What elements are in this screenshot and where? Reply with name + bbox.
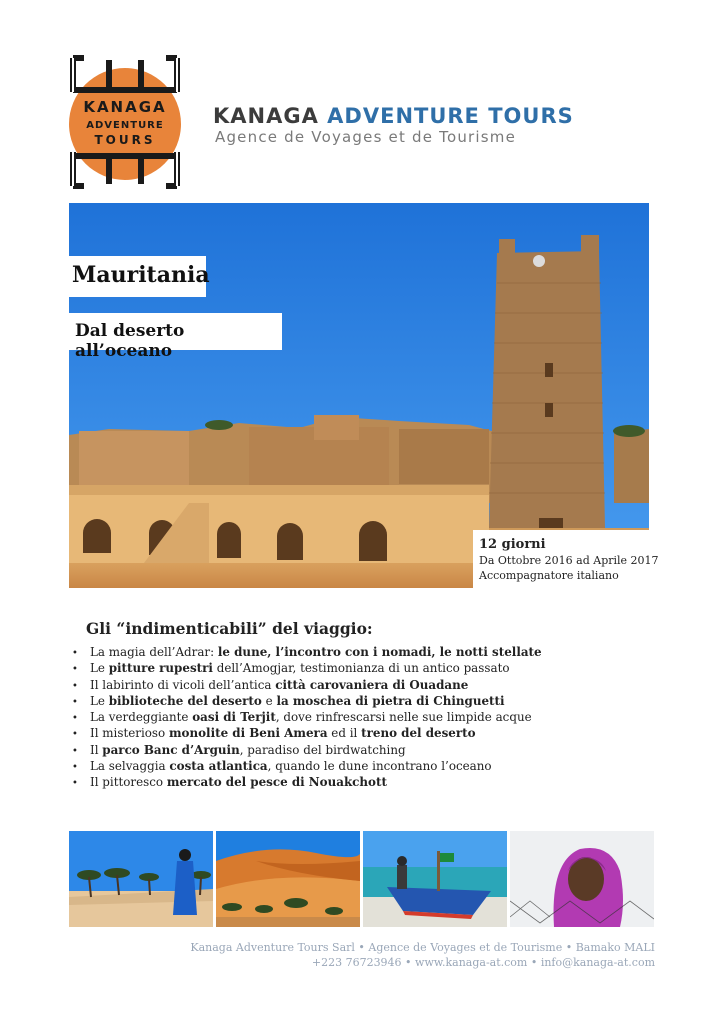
trip-title: Mauritania xyxy=(72,262,210,288)
highlight-text: La magia dell’Adrar: xyxy=(90,645,218,659)
highlights-heading: Gli “indimenticabili” del viaggio: xyxy=(86,619,373,638)
logo-text-3: TOURS xyxy=(94,133,156,147)
trip-subtitle: Dal deserto all’oceano xyxy=(75,321,185,361)
highlight-text: e xyxy=(261,693,277,708)
footer-contact: +223 76723946 • www.kanaga-at.com • info@kanaga-at.com xyxy=(311,956,655,969)
highlight-text: La verdeggiante xyxy=(90,710,193,725)
highlight-text: ed il xyxy=(327,726,362,741)
photo-sand-dunes xyxy=(216,831,360,927)
trip-info-box xyxy=(473,530,659,602)
footer-company: Kanaga Adventure Tours Sarl • Agence de Voyages et de Tourisme • Bamako MALI xyxy=(190,941,655,954)
highlight-item xyxy=(72,774,542,790)
bullet-icon: • xyxy=(72,680,78,692)
brand-title xyxy=(213,104,574,128)
bullet-icon: • xyxy=(72,696,78,708)
photo-fishing-boat xyxy=(363,831,507,927)
trip-guide: Accompagnatore italiano xyxy=(479,569,619,582)
photo-desert-nomad xyxy=(69,831,213,927)
highlight-emphasis: parco Banc d’Arguin xyxy=(102,742,240,757)
trip-duration: 12 giorni xyxy=(479,537,546,552)
company-logo xyxy=(64,52,186,192)
photo-mauritanian-woman xyxy=(510,831,654,927)
brand-tagline: Agence de Voyages et de Tourisme xyxy=(215,128,517,146)
highlight-text: dell’Amogjar, testimonianza di un antico passato xyxy=(212,661,510,676)
highlight-text: , quando le dune incontrano l’oceano xyxy=(267,759,492,774)
highlight-emphasis: monolite di Beni Amera xyxy=(168,726,328,741)
bullet-icon: • xyxy=(72,762,78,774)
highlights-list xyxy=(72,644,542,791)
highlight-text: Le xyxy=(90,661,109,676)
highlight-item xyxy=(72,677,542,693)
bullet-icon: • xyxy=(72,745,78,757)
highlight-emphasis: pitture rupestri xyxy=(108,661,213,676)
highlight-text: , dove rinfrescarsi nelle sue limpide acque xyxy=(275,710,532,725)
highlight-text: , paradiso del birdwatching xyxy=(239,742,406,757)
highlight-text: Il misterioso xyxy=(90,726,169,741)
logo-text-2: ADVENTURE xyxy=(86,120,164,131)
highlight-text: Il xyxy=(90,742,103,757)
highlight-item xyxy=(72,644,542,660)
highlight-emphasis: costa atlantica xyxy=(169,759,268,774)
highlight-emphasis: biblioteche del deserto xyxy=(108,693,262,708)
bullet-icon: • xyxy=(72,713,78,725)
logo-emblem-icon xyxy=(64,52,186,192)
highlight-item xyxy=(72,693,542,709)
highlight-emphasis: città carovaniera di Ouadane xyxy=(275,677,469,692)
highlight-item xyxy=(72,725,542,741)
bullet-icon: • xyxy=(72,778,78,790)
bullet-icon: • xyxy=(72,664,78,676)
highlight-text: Il labirinto di vicoli dell’antica xyxy=(90,677,276,692)
highlight-item xyxy=(72,660,542,676)
brand-title-part1: KANAGA xyxy=(213,104,319,128)
highlight-emphasis: mercato del pesce di Nouakchott xyxy=(166,775,387,790)
highlight-item xyxy=(72,709,542,725)
trip-period: Da Ottobre 2016 ad Aprile 2017 xyxy=(479,554,659,567)
highlight-item xyxy=(72,742,542,758)
bullet-icon: • xyxy=(72,729,78,741)
highlight-emphasis: le dune, l’incontro con i nomadi, le notti stellate xyxy=(217,645,542,659)
highlight-text: Le xyxy=(90,693,109,708)
highlight-emphasis: treno del deserto xyxy=(361,726,476,741)
highlight-emphasis: oasi di Terjit xyxy=(192,710,276,725)
brand-title-part2: ADVENTURE TOURS xyxy=(327,104,574,128)
logo-text-1: KANAGA xyxy=(83,98,167,116)
highlight-text: La selvaggia xyxy=(90,759,170,774)
trip-subtitle-box xyxy=(69,313,282,361)
highlight-text: Il pittoresco xyxy=(90,775,167,790)
bullet-icon: • xyxy=(72,648,78,659)
trip-title-box xyxy=(69,256,210,297)
highlight-emphasis: la moschea di pietra di Chinguetti xyxy=(276,693,505,708)
highlight-item xyxy=(72,758,542,774)
